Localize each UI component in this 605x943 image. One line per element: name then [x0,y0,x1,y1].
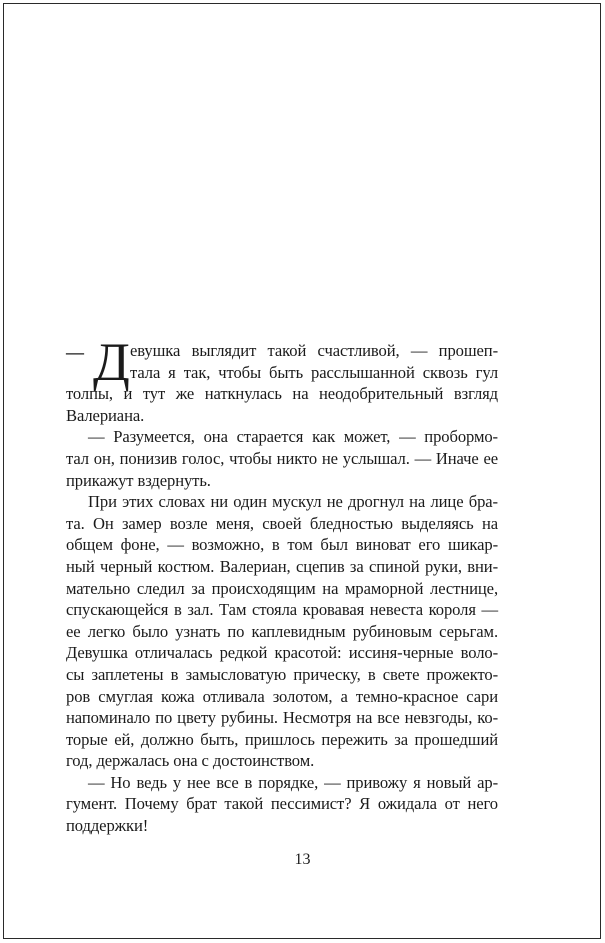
text-line: толпы, и тут же наткнулась на неодобрительный взгляд [66,384,498,404]
text-line: мательно следил за происходящим на мраморной лестнице, [66,578,498,598]
text-line: При этих словах ни один мускул не дрогнул на лице бра- [88,492,498,512]
text-line: ее легко было узнать по каплевидным рубиновым серьгам. [66,621,498,641]
text-line: ров смуглая кожа отливала золотом, а темно-красное сари [66,686,498,706]
drop-dash: — [66,342,84,362]
text-line: поддержки! [66,816,149,836]
text-line: общем фоне, — возможно, в том был виноват его шикар- [66,535,498,555]
text-line: тала я так, чтобы быть расслышанной сквозь гул [130,362,498,382]
text-line: сы заплетены в замысловатую прическу, в свете прожекто- [66,664,498,684]
text-line: прикажут вздернуть. [66,470,211,490]
text-line: ный черный костюм. Валериан, сцепив за спиной руки, вни- [66,556,498,576]
text-line: Валериана. [66,405,145,425]
page-number: 13 [294,851,311,868]
text-line: напоминало по цвету рубины. Несмотря на все невзгоды, ко- [66,708,498,728]
text-line: та. Он замер возле меня, своей бледностью выделяясь на [66,513,498,533]
text-line: Девушка отличалась редкой красотой: иссиня-черные воло- [66,643,498,663]
text-line: год, держалась она с достоинством. [66,751,315,771]
text-line: — Но ведь у нее все в порядке, — привожу я новый ар- [88,772,498,792]
text-line: гумент. Почему брат такой пессимист? Я ожидала от него [66,794,498,814]
text-line: тал он, понизив голос, чтобы никто не услышал. — Иначе ее [66,448,498,468]
text-line: спускающейся в зал. Там стояла кровавая невеста короля — [66,600,498,620]
text-line: торые ей, должно быть, пришлось пережить за прошедший [66,729,498,749]
text-body [66,332,498,837]
drop-cap: Д [93,332,130,392]
text-line: евушка выглядит такой счастливой, — прошеп- [130,341,498,360]
text-line: — Разумеется, она старается как может, — пробормо- [88,427,498,447]
drop-cap-area [66,332,130,392]
